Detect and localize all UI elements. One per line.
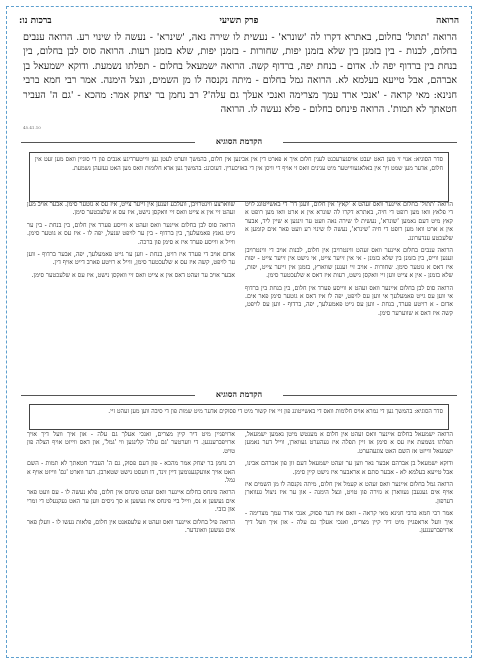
section-title-1-text: הקדמת הסוגיא [215,136,263,146]
paragraph: הרואה פינחס בחלום איינער וואס זעהט פינחס אין חלום, פלא נעשה לו - עס וועט פאר אים געשען א נס, ווייל ביי פינחס איז געשען א סך ניסים ווען ער האט געקנעלט די זמרי און כזבי. [27,489,235,514]
paragraph: הרואה גמל בחלום איינער וואס זעהט א קעמל אין חלום, מיתה נקנסה לו מן השמים איז אויף אים געגעבן געווארן א גזירה פון טויט, ונצל הימנה - און ער איז ניצול געווארן דערפון. [245,481,453,505]
paragraph: הרואה ענבים בחלום איינער וואס זעהט ווינטרויבן אין חלום, לבנות אויב די ווינטרויבן זענען ווייס, בין בזמנן בין שלא בזמנן - אי אין זייער צייט, אי נישט אין זייער צייט - יפות איז דאס א גוטער סימן. שחורות - אויב זיי זענען שווארץ, בזמנן אין זייער צייט, יפות, שלא בזמנן - אין א צייט ווען זיי וואקסן נישט, רעות איז דאס א שלעכטער סימן. [245,247,453,280]
paragraph: שווארצע ווינטרויבן, וועלכע זענען אין זייער צייט, איז עס א גוטער סימן. אבער אויב מען זעהט זיי אין א צייט וואס זיי וואקסן נישט, איז עס א שלעכטער סימן. [27,201,235,217]
title-rule-left [21,395,195,396]
paragraph: ארויפגיין מיט דיר קיין מצרים, ואנכי אעלך גם עלה - און איך וועל דיך אויך ארויפברענגען. די ווערטער 'גם עלה' קלינגען ווי 'גמל', און דאס ווייזט אויף הצלה פון טויט. [27,431,235,455]
section-title-2 [21,389,457,401]
intro-box-1: סדר הסוגיא: אנוי זי מען האט יעבט אויסגערעכנט לענין חלום איך א פארט דין אין אכינען אין חלום, בהמשך ווערט לעטן גען ווייטערדיגע אנבים פון די סוגיין וואס מען זעט אין חלום, אדער מען שמט זיך אין באלאגעווייטער מיט ענינים וואס זי אויף די וויסן אין די באזיכערין. דעוכונג: בהמשך גען אדא חלומות וואס מען האט געזעהן נשמעת. [29,152,449,202]
paragraph: הרואה פיל בחלום איינער וואס זעהט א עלעפאנט אין חלום, פלאות נעשו לו - וועלן פאר אים געשען וואונדער. [27,518,235,535]
intro-box-2: סדר הסוגיא: בהמשך גען די גמרא אויס חלומות וואס די באשייטונג פון זיי איז קשור מיט די פסוקים אדער מיט שמות פון די סיבה ווען מען זעהט זיי. [29,404,449,430]
paragraph: הרואה ישמעאל בחלום איינער וואס זעהט אין חלום א מענטש מיטן נאמען ישמעאל, תפלתו נשמעת איז עס א סימן אז זיין תפלה איז געהערט געווארן, ווייל דער נאמען ישמעאל ווייזט אז השם האט צוגעהערט. [245,431,453,455]
title-rule-right [283,395,457,396]
paragraph: הרואה סוס לבן בחלום איינער וואס זעהט א ווייסע פערד אין חלום, בין בנחת בין ברדוף אי ווען עס גייט פאמעלעך אי ווען עס לויפט, יפה לו איז דאס א גוטער סימן פאר אים. אדום - א רויטע פערד, בנחת - ווען עס גייט פאמעלעך, יפה, ברדוף - ווען עס לויפט, קשה איז דאס א שווערער סימן. [245,284,453,317]
page [6,6,472,658]
commentary-columns-1 [27,201,453,379]
page-header [19,15,459,29]
header-chapter-name: פרק תשיעי [219,16,259,26]
paragraph: הרואה סוס לבן בחלום איינער וואס זעהט א ווייסע פערד אין חלום, בין בנחת - בין ער גייט גאנץ פאמעלעך, בין ברדוף - בין ער לויפט שנעל, יפה לו - איז עס א גוטער סימן. ווייל א ווייסע פערד איז א סימן פון ברכה. [27,221,235,246]
small-note: 45.41.10 [23,125,41,130]
column-left [27,201,235,379]
paragraph: אמר רבי חמא ברבי חנינא מאי קראה - וואס איז דער פסוק, אנכי ארד עמך מצרימה - איך וועל אראפגיין מיט דיר קיין מצרים, ואנכי אעלך גם עלה - און איך וועל דיך ארויפברענגען. [245,510,453,535]
paragraph: ודוקא ישמעאל בן אברהם אבער נאר ווען ער זעהט ישמעאל דעם זון פון אברהם אבינו, אבל טייעא בעלמא לא - אבער סתם א אראבער איז נישט קיין סימן. [245,460,453,476]
main-gemara-text: הרואה 'תתול' בחלום, באתרא דקרו לה 'שונרא' - נעשית לו שירה נאה, 'שינרא' - נעשה לו שינוי רע. הרואה ענבים בחלום, לבנות - בין בזמנן בין שלא בזמנן יפות, שחורות - בזמנן יפות, שלא בזמנן רעות. הרואה סוס לבן בחלום, בין בנחת בין ברדוף יפה לו. אדום - בנחת יפה, ברדוף קשה. הרואה ישמעאל בחלום - תפלתו נשמעת. ודוקא ישמעאל בן אברהם, אבל טייעא בעלמא לא. הרואה גמל בחלום - מיתה נקנסה לו מן השמים, ונצל הימנה. אמר רבי חמא ברבי חנינא: מאי קראה - 'אנכי ארד עמך מצרימה ואנכי אעלך גם עלה'? רב נחמן בר יצחק אמר: מהכא - 'גם ה' העביר חטאתך לא תמות'. הרואה פינחס בחלום - פלא נעשה לו. הרואה [23,32,457,116]
paragraph: אבער אויב ער זעהט דאס אין א צייט וואס זיי וואקסן נישט, איז עס א שלעכטער סימן. [31,271,235,279]
commentary-columns-2 [27,431,453,653]
header-chapter-word: הרואה [436,16,459,26]
header-folio: ברכות נו: [19,16,52,26]
column-right [245,431,453,653]
title-rule-right [283,142,457,143]
column-right [245,201,453,379]
title-rule-left [21,142,195,143]
paragraph: רב נחמן בר יצחק אמר מהכא - פון דעם פסוק, גם ה' העביר חטאתך לא תמות - השם האט אויך אוועקגענומען דיין זינד, דו וועסט נישט שטארבן. דער ווארט 'גם' ווייזט אויף א גמל. [27,460,235,485]
paragraph: אדום אויב די פערד איז רויט, בנחת - ווען ער גייט פאמעלעך, יפה, אבער ברדוף - ווען ער לויפט, קשה איז עס א שלעכטער סימן, ווייל א רויטע פארב דייט אויף דין. [27,251,235,267]
section-title-1 [21,136,457,148]
paragraph: הרואה 'תתול' בחלום איינער וואס זעהט א 'קאץ' אין חלום, וועגן דר' די באשייטונג לויט די פלאץ וואו מען רופט די חיה, באתרא דקרו לה שונרא אין א ארט וואו מען רופט א קאץ מיט דעם נאמען 'שונרא', נעשית לו שירה נאה וועט ער זינגען א שיין ליד, אבער אין א ארט וואו מען רופט די חיה 'שינרא', נעשה לו שינוי רע וועט פאר אים קומען א שלעכטע ענדערונג. [245,201,453,242]
section-title-2-text: הקדמת הסוגיא [215,389,263,399]
column-left [27,431,235,653]
